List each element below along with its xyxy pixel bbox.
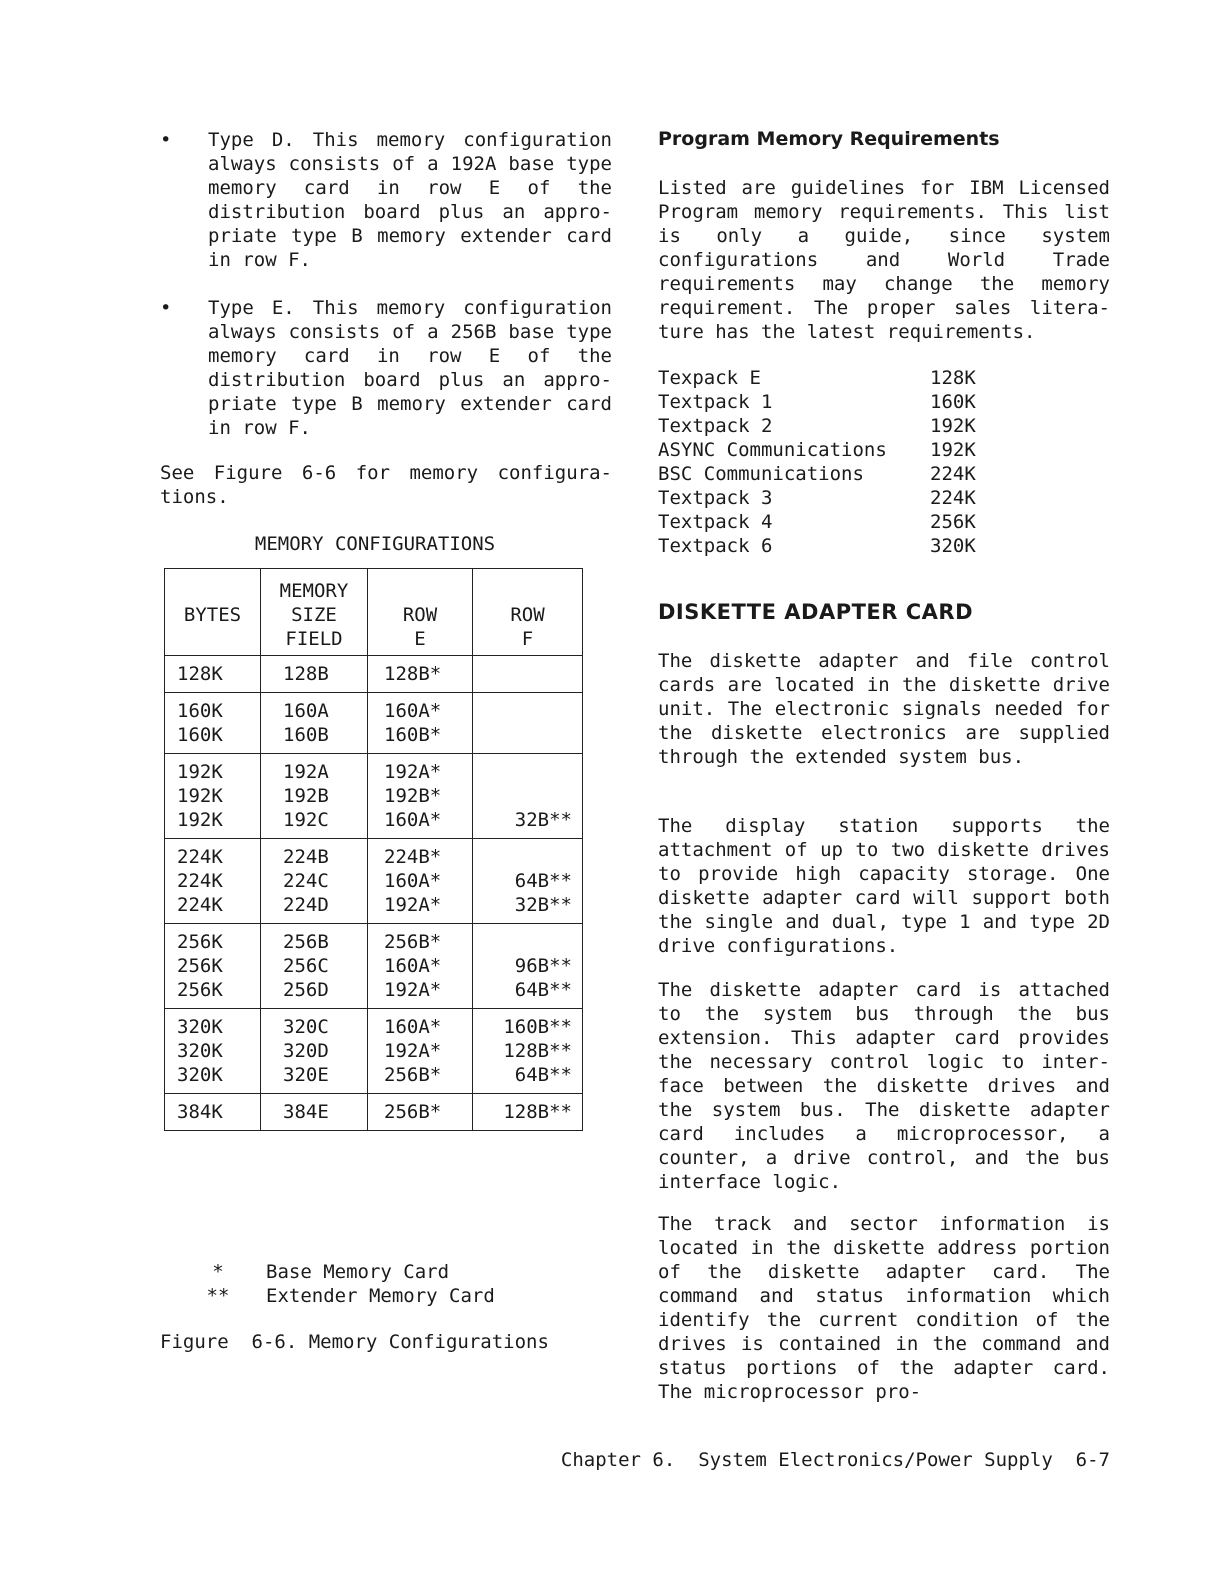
cell-value: 320K <box>177 1040 223 1062</box>
cell-value: 224B <box>283 846 329 868</box>
bytes-cell <box>165 839 261 924</box>
legend-symbol: ** <box>206 1285 230 1307</box>
size-field-cell <box>261 839 368 924</box>
cell-value: 192B* <box>384 785 442 807</box>
bullet-marker: • <box>160 129 172 151</box>
cell-value: 192A* <box>384 979 442 1001</box>
size-field-cell <box>261 1009 368 1094</box>
cell-value: 160K <box>177 700 223 722</box>
table-row <box>165 1009 583 1094</box>
cell-value: 128B** <box>503 1101 572 1123</box>
cell-value: 160B** <box>503 1016 572 1038</box>
bytes-cell <box>165 1009 261 1094</box>
cell-value: 256D <box>283 979 329 1001</box>
program-memory-heading: Program Memory Requirements <box>658 128 1000 150</box>
cell-value: 256B* <box>384 931 442 953</box>
diskette-paragraph-1: The diskette adapter and file control cards are located in the diskette drive unit. The electronic signals needed for the diskette electronics are supplied through the extended system bus. <box>658 650 1110 768</box>
bytes-cell <box>165 1094 261 1131</box>
row-f-cell <box>473 1094 583 1131</box>
header-row-e: ROW E <box>368 569 473 656</box>
bytes-cell <box>165 656 261 693</box>
cell-value: 192A <box>283 761 329 783</box>
cell-value: 192A* <box>384 1040 442 1062</box>
cell-value: 192A* <box>384 894 442 916</box>
cell-value: 192A* <box>384 761 442 783</box>
table-header-row <box>165 569 583 656</box>
list-item: Textpack 6 320K <box>658 535 976 557</box>
cell-value: 224K <box>177 894 223 916</box>
cell-value <box>481 784 572 808</box>
page-footer: Chapter 6. System Electronics/Power Supply 6-7 <box>560 1449 1110 1471</box>
table-row <box>165 693 583 754</box>
cell-value: 64B** <box>514 1064 572 1086</box>
cell-value <box>481 662 572 686</box>
header-bytes: BYTES <box>165 569 261 656</box>
list-item: Textpack 1 160K <box>658 391 976 413</box>
bullet-text: Type D. This memory configuration always consists of a 192A base type memory card in row E of the distribution board plus an appropriate type B memory extender card in row F. <box>208 129 612 271</box>
cell-value: 256K <box>177 979 223 1001</box>
table-row <box>165 924 583 1009</box>
cell-value: 192B <box>283 785 329 807</box>
cell-value: 160A <box>283 700 329 722</box>
header-memory-size-field: MEMORY SIZE FIELD <box>261 569 368 656</box>
cell-value: 256K <box>177 955 223 977</box>
list-item: Texpack E 128K <box>658 367 976 389</box>
diskette-adapter-heading: DISKETTE ADAPTER CARD <box>658 600 974 624</box>
size-field-cell <box>261 754 368 839</box>
legend-item <box>200 1260 495 1284</box>
program-memory-paragraph: Listed are guidelines for IBM Licensed Program memory requirements. This list is only a guide, since system configurations and World Trade requirements may change the memory requirement. The proper sales literature has the latest requirements. <box>658 177 1110 343</box>
cell-value: 256K <box>177 931 223 953</box>
cell-value: 128K <box>177 663 223 685</box>
table-row <box>165 754 583 839</box>
see-figure-note: See Figure 6-6 for memory configurations. <box>160 462 612 508</box>
table-legend <box>200 1260 495 1308</box>
cell-value: 224K <box>177 846 223 868</box>
cell-value: 96B** <box>514 955 572 977</box>
cell-value: 64B** <box>514 870 572 892</box>
cell-value: 224C <box>283 870 329 892</box>
cell-value: 224K <box>177 870 223 892</box>
cell-value: 64B** <box>514 979 572 1001</box>
cell-value: 160A* <box>384 809 442 831</box>
legend-symbol: * <box>212 1261 224 1283</box>
header-row-f: ROW F <box>473 569 583 656</box>
cell-value: 256B* <box>384 1101 442 1123</box>
cell-value <box>481 760 572 784</box>
cell-value: 160K <box>177 724 223 746</box>
cell-value: 160A* <box>384 955 442 977</box>
cell-value: 192K <box>177 785 223 807</box>
diskette-paragraph-2: The display station supports the attachment of up to two diskette drives to provide high capacity storage. One diskette adapter card will support both the single and dual, type 1 and type 2D drive configurations. <box>658 815 1110 957</box>
figure-caption: Figure 6-6. Memory Configurations <box>160 1331 549 1353</box>
cell-value: 384E <box>283 1101 329 1123</box>
list-item: Textpack 2 192K <box>658 415 976 437</box>
row-e-cell <box>368 754 473 839</box>
cell-value: 256B* <box>384 1064 442 1086</box>
row-f-cell <box>473 754 583 839</box>
table-row <box>165 656 583 693</box>
cell-value: 160B* <box>384 724 442 746</box>
cell-value: 224B* <box>384 846 442 868</box>
cell-value: 32B** <box>514 809 572 831</box>
bullet-marker: • <box>160 297 172 319</box>
bytes-cell <box>165 924 261 1009</box>
cell-value: 160A* <box>384 1016 442 1038</box>
cell-value: 160A* <box>384 700 442 722</box>
legend-label: Base Memory Card <box>266 1261 450 1283</box>
cell-value: 256C <box>283 955 329 977</box>
cell-value: 320E <box>283 1064 329 1086</box>
cell-value: 320K <box>177 1016 223 1038</box>
cell-value: 256B <box>283 931 329 953</box>
cell-value: 192K <box>177 761 223 783</box>
row-e-cell <box>368 1009 473 1094</box>
row-f-cell <box>473 693 583 754</box>
diskette-paragraph-4: The track and sector information is located in the diskette address portion of the diskette adapter card. The command and status information which identify the current condition of the drives is contained in the command and status portions of the adapter card. The microprocessor pro- <box>658 1213 1110 1403</box>
program-memory-list <box>658 366 998 558</box>
row-f-cell <box>473 839 583 924</box>
cell-value <box>481 930 572 954</box>
cell-value: 192K <box>177 809 223 831</box>
cell-value: 128B <box>283 663 329 685</box>
row-e-cell <box>368 924 473 1009</box>
bullet-type-e <box>160 296 612 440</box>
table-caption: MEMORY CONFIGURATIONS <box>254 533 496 555</box>
cell-value: 224D <box>283 894 329 916</box>
size-field-cell <box>261 1094 368 1131</box>
list-item: BSC Communications 224K <box>658 463 976 485</box>
row-e-cell <box>368 693 473 754</box>
table-row <box>165 1094 583 1131</box>
cell-value: 160A* <box>384 870 442 892</box>
cell-value: 128B** <box>503 1040 572 1062</box>
cell-value: 32B** <box>514 894 572 916</box>
row-e-cell <box>368 1094 473 1131</box>
cell-value <box>481 723 572 747</box>
list-item: ASYNC Communications 192K <box>658 439 976 461</box>
cell-value <box>481 699 572 723</box>
row-f-cell <box>473 656 583 693</box>
row-f-cell <box>473 1009 583 1094</box>
bytes-cell <box>165 754 261 839</box>
cell-value: 320D <box>283 1040 329 1062</box>
cell-value <box>481 845 572 869</box>
size-field-cell <box>261 693 368 754</box>
cell-value: 192C <box>283 809 329 831</box>
table-row <box>165 839 583 924</box>
legend-label: Extender Memory Card <box>266 1285 495 1307</box>
size-field-cell <box>261 656 368 693</box>
cell-value: 128B* <box>384 663 442 685</box>
table-body <box>165 656 583 1131</box>
cell-value: 320C <box>283 1016 329 1038</box>
cell-value: 320K <box>177 1064 223 1086</box>
memory-configurations-table <box>164 568 583 1131</box>
row-f-cell <box>473 924 583 1009</box>
bullet-text: Type E. This memory configuration always consists of a 256B base type memory card in row E of the distribution board plus an appropriate type B memory extender card in row F. <box>208 297 612 439</box>
row-e-cell <box>368 839 473 924</box>
bullet-type-d <box>160 128 612 272</box>
list-item: Textpack 3 224K <box>658 487 976 509</box>
bytes-cell <box>165 693 261 754</box>
row-e-cell <box>368 656 473 693</box>
diskette-paragraph-3: The diskette adapter card is attached to the system bus through the bus extension. This adapter card provides the necessary control logic to interface between the diskette drives and the system bus. The diskette adapter card includes a microprocessor, a counter, a drive control, and the bus interface logic. <box>658 979 1110 1193</box>
list-item: Textpack 4 256K <box>658 511 976 533</box>
size-field-cell <box>261 924 368 1009</box>
cell-value: 160B <box>283 724 329 746</box>
cell-value: 384K <box>177 1101 223 1123</box>
legend-item <box>200 1284 495 1308</box>
